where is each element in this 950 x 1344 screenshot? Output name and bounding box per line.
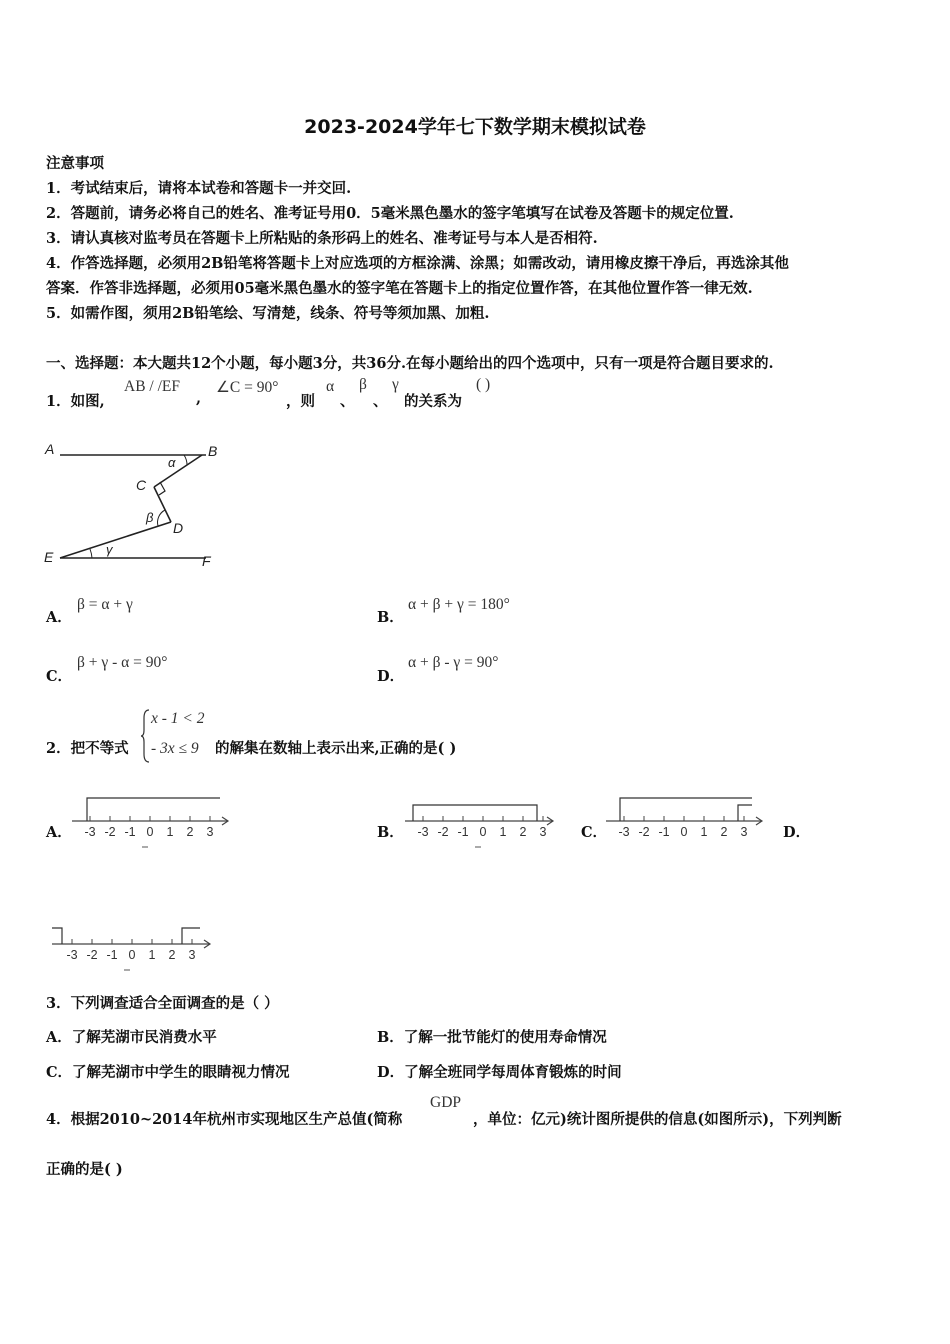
q1-prefix: 1．如图,: [46, 393, 105, 410]
tick-label: 0: [680, 825, 688, 839]
tick-label: -2: [104, 825, 116, 839]
label-beta: β: [146, 510, 154, 525]
label-alpha: α: [168, 455, 176, 470]
alpha-arc: [184, 455, 187, 465]
q3-option-c[interactable]: [46, 1061, 290, 1082]
q2-number-line-c: [606, 795, 766, 850]
q3-option-a-letter: A．: [46, 1029, 72, 1046]
q4-stem-line2: 正确的是( ): [46, 1161, 123, 1178]
tick-label: 0: [479, 825, 487, 839]
q2-option-a-letter[interactable]: A．: [46, 824, 72, 841]
q3-option-c-text: 了解芜湖市中学生的眼睛视力情况: [72, 1064, 290, 1081]
gamma-arc: [90, 549, 92, 558]
notice-item: 4．作答选择题，必须用2B铅笔将答题卡上对应选项的方框涂满、涂黑；如需改动，请用橡皮擦干净后，再选涂其他: [46, 255, 789, 272]
q1-condition-angle: ∠C = 90°: [216, 379, 279, 396]
q4-gdp: GDP: [430, 1094, 462, 1111]
q3-stem: 3．下列调查适合全面调查的是（ ）: [46, 995, 279, 1012]
tick-label: -3: [66, 948, 78, 962]
tick-label: 1: [499, 825, 507, 839]
q1-option-c-expr: β + γ - α = 90°: [77, 654, 168, 671]
tick-label: 2: [720, 825, 728, 839]
q3-option-c-letter: C．: [46, 1064, 73, 1081]
q3-option-d[interactable]: [377, 1061, 622, 1082]
label-b: B: [208, 443, 218, 459]
solution-bracket: [738, 805, 752, 821]
q1-gamma: γ: [392, 376, 399, 393]
solution-bracket: [87, 798, 220, 821]
q2-option-c-letter[interactable]: C．: [581, 824, 608, 841]
q2-system-brace: [141, 708, 151, 764]
q1-sep: 、: [340, 393, 355, 410]
q2-number-line-a: [72, 795, 232, 850]
label-f: F: [202, 553, 211, 569]
q2-inequality-1: x - 1 < 2: [151, 710, 205, 727]
q1-sep: 、: [373, 393, 388, 410]
q4-suffix: ，单位：亿元)统计图所提供的信息(如图所示)，下列判断: [473, 1111, 842, 1128]
q2-option-d-letter[interactable]: D．: [783, 824, 811, 841]
tick-label: 3: [188, 948, 196, 962]
tick-label: 0: [128, 948, 136, 962]
tick-label: -2: [86, 948, 98, 962]
notice-item: 3．请认真核对监考员在答题卡上所粘贴的条形码上的姓名、准考证号与本人是否相符.: [46, 230, 598, 247]
tick-label: -1: [457, 825, 469, 839]
tick-label: -2: [437, 825, 449, 839]
tick-label: -1: [658, 825, 670, 839]
q3-option-d-letter: D．: [377, 1064, 405, 1081]
q2-number-line-b: [405, 795, 555, 850]
q3-option-a-text: 了解芜湖市民消费水平: [71, 1029, 217, 1046]
notice-item: 答案．作答非选择题，必须用05毫米黑色墨水的签字笔在答题卡上的指定位置作答，在其他位置作答一律无效.: [46, 280, 753, 297]
segment-de: [60, 522, 171, 558]
q1-condition-parallel: AB / /EF: [124, 378, 180, 395]
tick-label: 1: [148, 948, 156, 962]
q1-suffix: 的关系为: [404, 393, 462, 410]
tick-label: -3: [618, 825, 630, 839]
q3-option-b-letter: B．: [377, 1029, 404, 1046]
tick-label: 3: [740, 825, 748, 839]
q4-prefix: 4．根据2010~2014年杭州市实现地区生产总值(简称: [46, 1111, 403, 1128]
tick-label: 1: [700, 825, 708, 839]
q1-option-b-letter[interactable]: B．: [377, 609, 404, 626]
tick-label: -1: [124, 825, 136, 839]
label-gamma: γ: [106, 542, 113, 557]
notice-item: 2．答题前，请务必将自己的姓名、准考证号用0．5毫米黑色墨水的签字笔填写在试卷及答题卡的规定位置.: [46, 205, 734, 222]
section-heading: 一、选择题：本大题共12个小题，每小题3分，共36分.在每小题给出的四个选项中，只有一项是符合题目要求的.: [46, 355, 774, 372]
q3-option-d-text: 了解全班同学每周体育锻炼的时间: [404, 1064, 622, 1081]
tick-label: 3: [539, 825, 547, 839]
solution-bracket: [620, 798, 752, 821]
q2-inequality-2: - 3x ≤ 9: [151, 740, 199, 757]
label-e: E: [44, 549, 54, 565]
tick-label: -2: [638, 825, 650, 839]
notice-heading: 注意事项: [46, 155, 104, 172]
tick-label: -1: [106, 948, 118, 962]
solution-bracket: [182, 928, 200, 944]
q1-option-a-expr: β = α + γ: [77, 596, 133, 613]
tick-label: 0: [146, 825, 154, 839]
q3-option-b[interactable]: [377, 1026, 607, 1047]
q2-number-line-d: [52, 918, 217, 973]
q1-option-b-expr: α + β + γ = 180°: [408, 596, 510, 613]
q2-suffix: 的解集在数轴上表示出来,正确的是( ): [215, 740, 457, 757]
label-c: C: [136, 477, 147, 493]
q1-option-a-letter[interactable]: A．: [46, 609, 72, 626]
q3-option-b-text: 了解一批节能灯的使用寿命情况: [403, 1029, 607, 1046]
q2-prefix: 2．把不等式: [46, 740, 129, 757]
q1-answer-paren: ( ): [476, 376, 491, 393]
tick-label: 3: [206, 825, 214, 839]
page-title: 2023-2024学年七下数学期末模拟试卷: [304, 116, 646, 138]
tick-label: 2: [519, 825, 527, 839]
tick-label: 1: [166, 825, 174, 839]
notice-item: 1．考试结束后，请将本试卷和答题卡一并交回.: [46, 180, 352, 197]
q1-comma: ,: [196, 390, 202, 407]
q1-option-c-letter[interactable]: C．: [46, 668, 73, 685]
q2-option-b-letter[interactable]: B．: [377, 824, 404, 841]
segment-bc: [154, 455, 202, 487]
notice-item: 5．如需作图，须用2B铅笔绘、写清楚，线条、符号等须加黑、加粗.: [46, 305, 490, 322]
label-d: D: [173, 520, 184, 536]
tick-label: 2: [186, 825, 194, 839]
q1-figure: [40, 438, 230, 578]
q1-option-d-letter[interactable]: D．: [377, 668, 405, 685]
q1-option-d-expr: α + β - γ = 90°: [408, 654, 499, 671]
label-a: A: [45, 441, 55, 457]
solution-bracket: [52, 928, 62, 944]
tick-label: -3: [84, 825, 96, 839]
q1-then: ，则: [286, 393, 315, 410]
q3-option-a[interactable]: [46, 1026, 217, 1047]
tick-label: -3: [417, 825, 429, 839]
solution-bracket: [413, 805, 537, 821]
q1-beta: β: [359, 376, 367, 393]
tick-label: 2: [168, 948, 176, 962]
q1-alpha: α: [326, 378, 335, 395]
